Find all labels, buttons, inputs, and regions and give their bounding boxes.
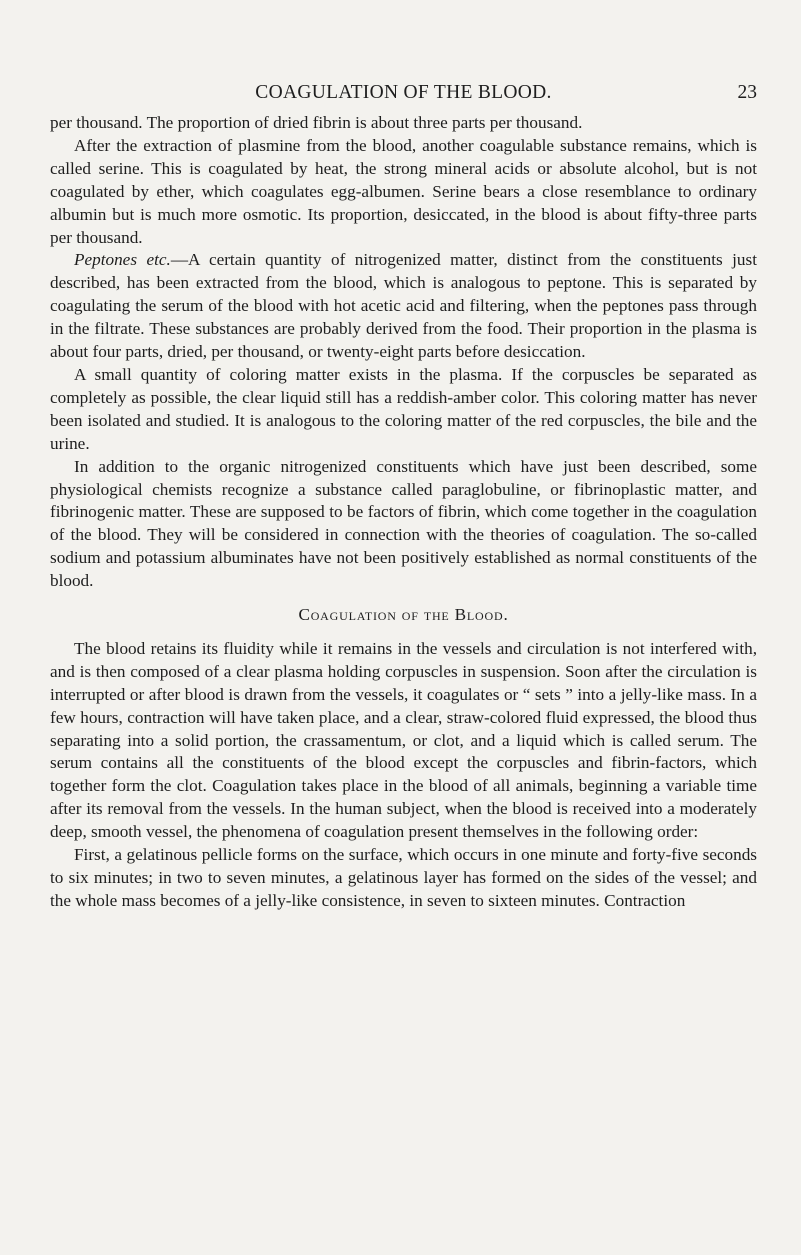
paragraph-text: The blood retains its fluidity while it remains in the vessels and circulation is not interfered with, and is then composed of a clear plasma holding corpuscles in suspension. Soon after the circulation is interrupted or after blood is drawn from the vessels, it coagulates or “ sets ” into a jelly-like mass. In a few hours, contraction will have taken place, and a clear, straw-colored fluid expressed, the blood thus separating into a solid portion, the crassamentum, or clot, and a liquid which is called serum. The serum contains all the constituents of the blood except the corpuscles and fibrin-factors, which together form the clot. Coagulation takes place in the blood of all animals, beginning a variable time after its removal from the vessels. In the human subject, when the blood is received into a moderately deep, smooth vessel, the phenomena of coagulation present themselves in the following order: xyxy=(50,638,757,842)
running-title: COAGULATION OF THE BLOOD. xyxy=(255,82,552,103)
paragraph-first-pellicle xyxy=(50,844,757,913)
running-head xyxy=(50,82,757,108)
paragraph-serine xyxy=(50,135,757,250)
paragraph-text: First, a gelatinous pellicle forms on the surface, which occurs in one minute and forty-five seconds to six minutes; in two to seven minutes, a gelatinous layer has formed on the sides of the vessel; and the whole mass becomes of a jelly-like consistence, in seven to sixteen minutes. Contraction xyxy=(50,845,757,910)
paragraph-text: In addition to the organic nitrogenized constituents which have just been described, some physiological chemists recognize a substance called paraglobuline, or fibrinoplastic matter, and fibrinogenic matter. These are supposed to be factors of fibrin, which come together in the coagulation of the blood. They will be considered in connection with the theories of coagulation. The so-called sodium and potassium albuminates have not been positively established as normal constituents of the blood. xyxy=(50,456,757,591)
paragraph-coloring-matter xyxy=(50,364,757,456)
paragraph-lead: Peptones etc. xyxy=(74,250,171,270)
paragraph-paraglobuline xyxy=(50,456,757,593)
page-number: 23 xyxy=(737,82,757,103)
paragraph-text: After the extraction of plasmine from the blood, another coagulable substance remains, which is called serine. This is coagulated by heat, the strong mineral acids or absolute alcohol, but is not coagulated by ether, which coagulates egg-albumen. Serine bears a close resemblance to ordinary albumin but is much more osmotic. Its proportion, desiccated, in the blood is about fifty-three parts per thousand. xyxy=(50,135,757,247)
paragraph-peptones xyxy=(50,249,757,364)
paragraph-blood-fluidity xyxy=(50,638,757,844)
paragraph-text: per thousand. The proportion of dried fibrin is about three parts per thousand. xyxy=(50,113,583,132)
paragraph-text: —A certain quantity of nitrogenized matter, distinct from the constituents just described, has been extracted from the blood, which is analogous to peptone. This is separated by coagulating the serum of the blood with hot acetic acid and filtering, when the peptones pass through in the filtrate. These substances are probably derived from the food. Their proportion in the plasma is about four parts, dried, per thousand, or twenty-eight parts before desiccation. xyxy=(50,250,757,362)
paragraph-text: A small quantity of coloring matter exists in the plasma. If the corpuscles be separated as completely as possible, the clear liquid still has a reddish-amber color. This coloring matter has never been isolated and studied. It is analogous to the coloring matter of the red corpuscles, the bile and the urine. xyxy=(50,364,757,453)
paragraph-continued xyxy=(50,112,757,135)
body-text xyxy=(50,112,757,913)
section-heading: Coagulation of the Blood. xyxy=(298,605,509,625)
